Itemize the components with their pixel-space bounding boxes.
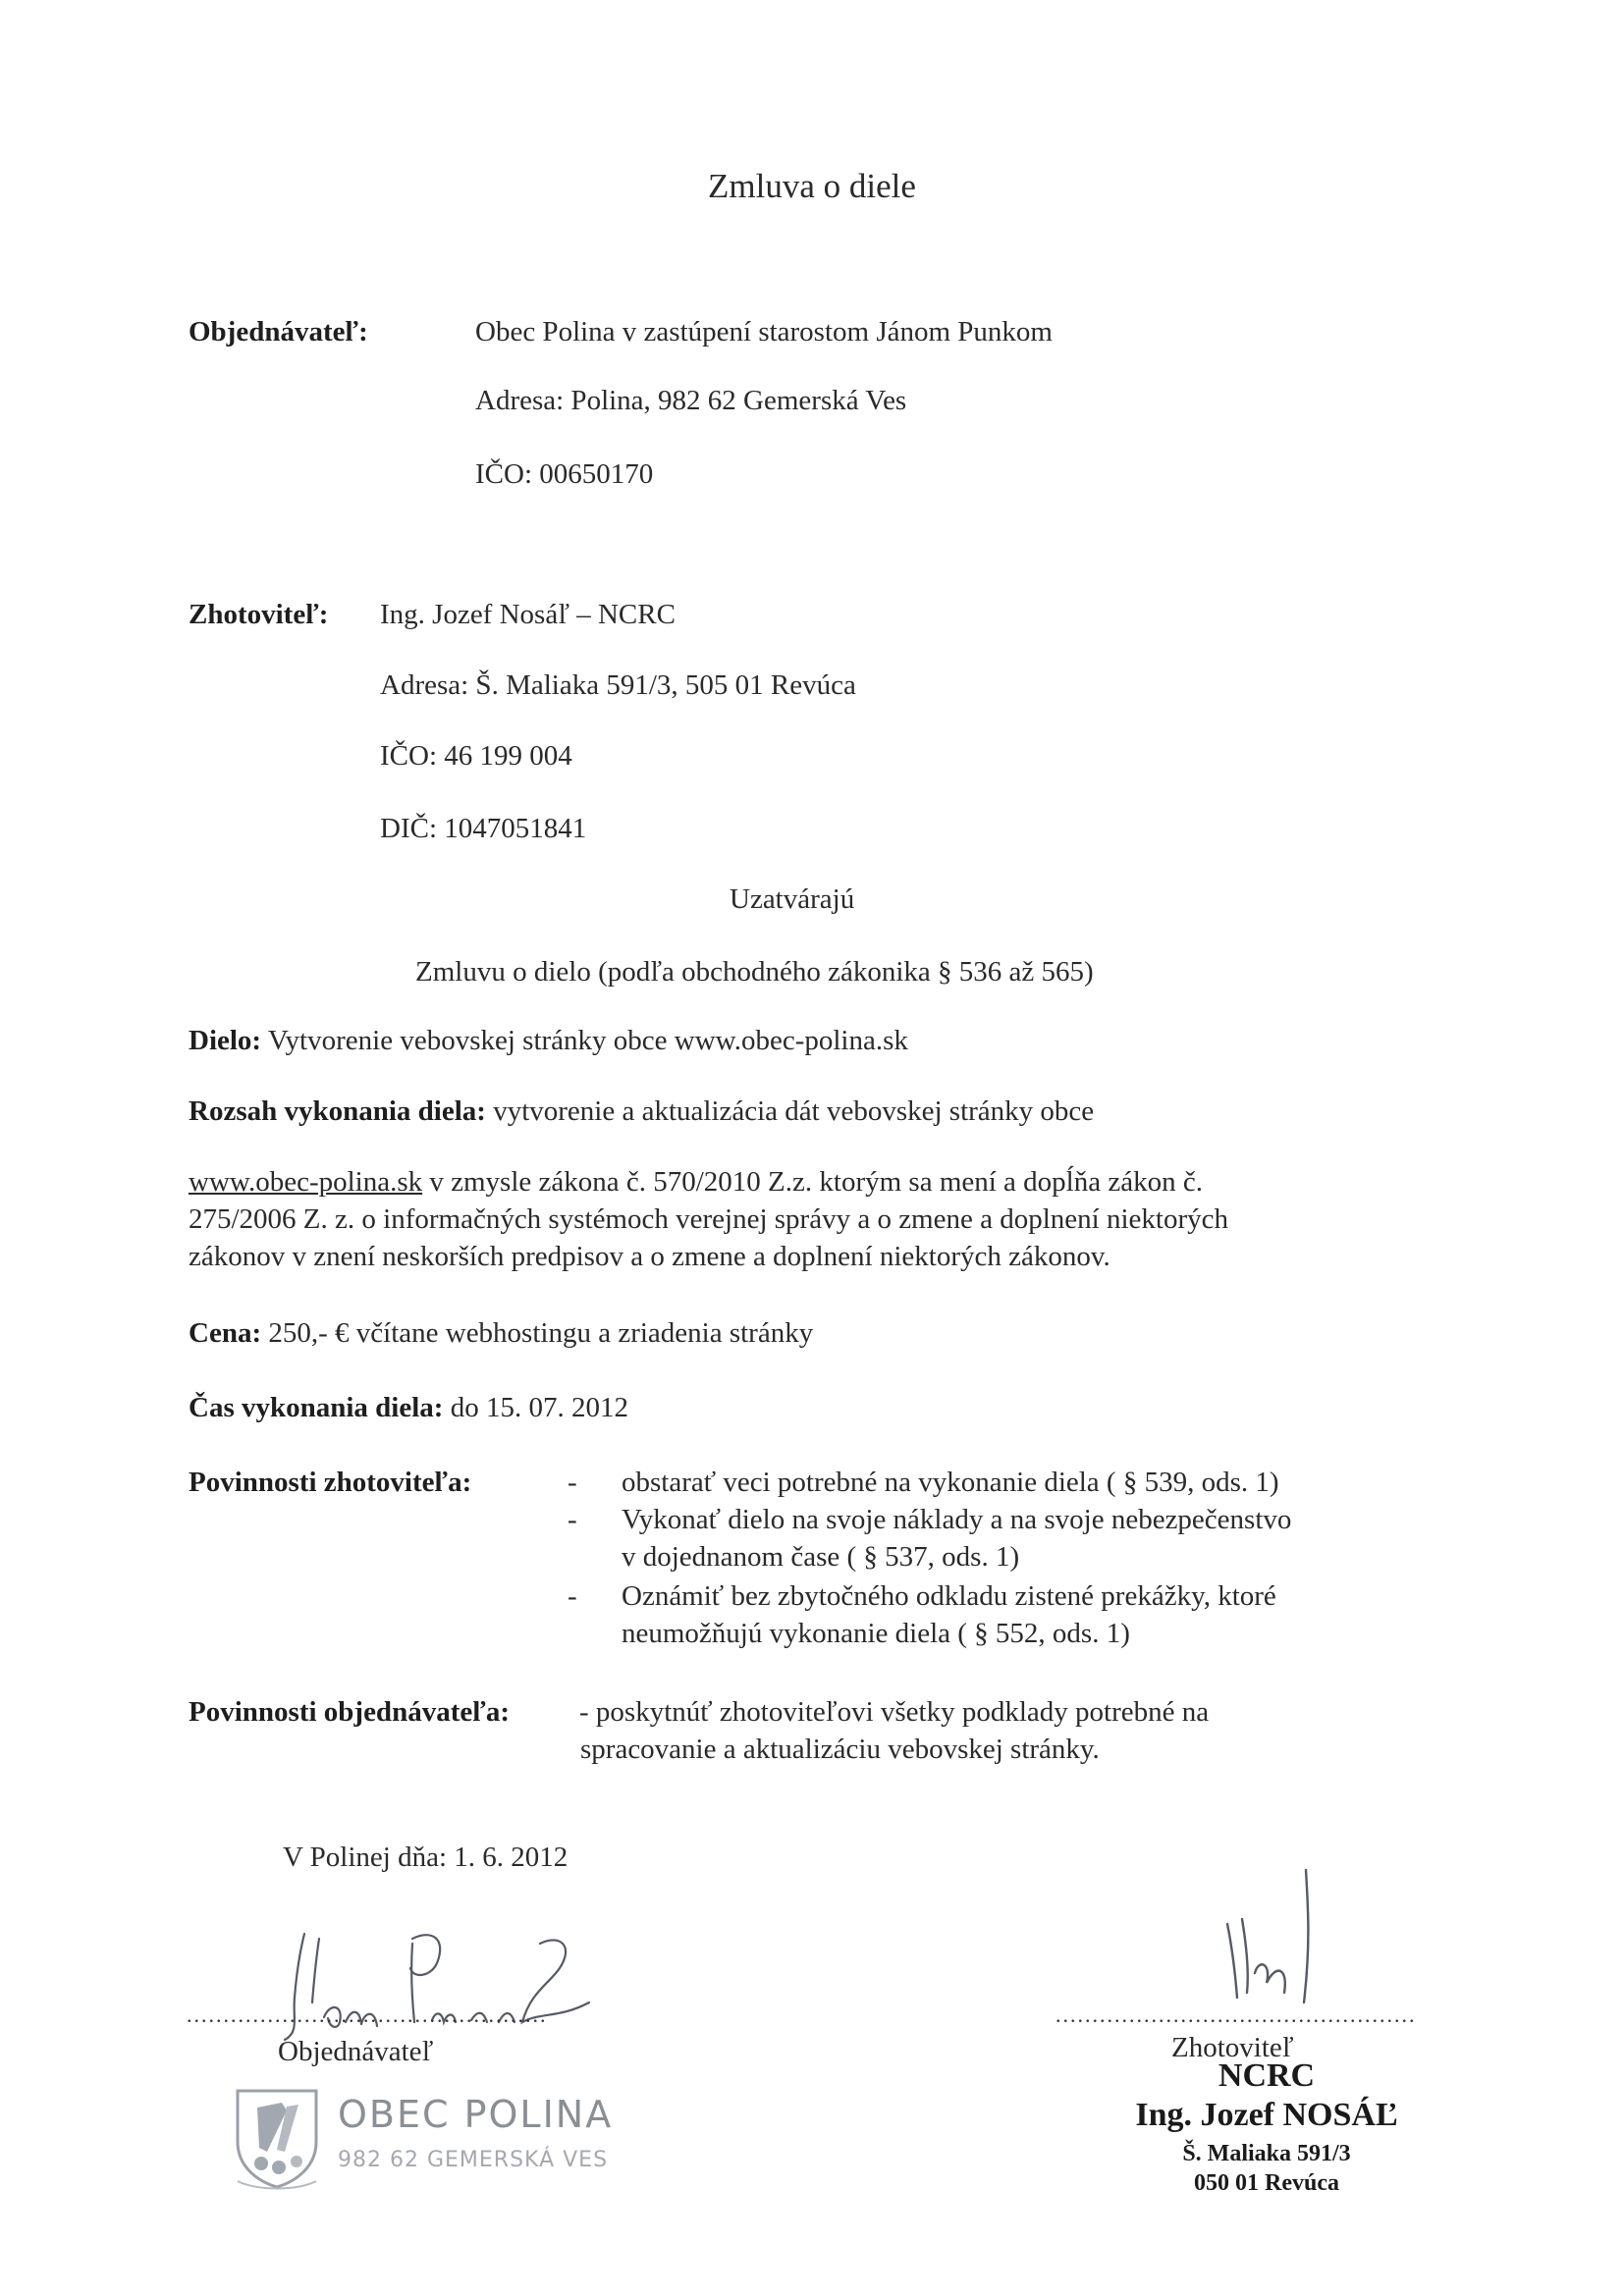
website-link[interactable]: www.obec-polina.sk bbox=[189, 1166, 423, 1198]
price-line bbox=[189, 1315, 813, 1351]
duty-item-1: obstarať veci potrebné na vykonanie diela ( § 539, ods. 1) bbox=[622, 1467, 1279, 1498]
stamp-street: Š. Maliaka 591/3 bbox=[1182, 2141, 1351, 2166]
duty-dash-3: - bbox=[568, 1580, 577, 1612]
scope-line-3: zákonov v znení neskorších predpisov a o zmene a doplnení niektorých zákonov. bbox=[189, 1241, 1110, 1272]
scope-line bbox=[189, 1094, 1094, 1129]
contractor-signature-line: ................................................. bbox=[1056, 2002, 1417, 2027]
orderer-duties-label: Povinnosti objednávateľa: bbox=[189, 1696, 510, 1728]
conclude-text: Uzatvárajú bbox=[730, 883, 855, 915]
contractor-label: Zhotoviteľ: bbox=[189, 599, 329, 630]
price-label: Cena: bbox=[189, 1317, 262, 1349]
orderer-signature bbox=[265, 1924, 638, 2052]
duty-dash-1: - bbox=[568, 1467, 577, 1498]
deadline-label: Čas vykonania diela: bbox=[189, 1392, 444, 1423]
work-line bbox=[189, 1023, 908, 1058]
deadline-text: do 15. 07. 2012 bbox=[450, 1392, 628, 1423]
duty-item-2: Vykonať dielo na svoje náklady a na svoje nebezpečenstvo bbox=[622, 1504, 1292, 1535]
coat-of-arms-icon bbox=[228, 2083, 326, 2191]
stamp-city: 050 01 Revúca bbox=[1194, 2170, 1339, 2196]
document-title: Zmluva o diele bbox=[708, 167, 916, 205]
scope-label: Rozsah vykonania diela: bbox=[189, 1095, 486, 1127]
duty-item-2-cont: v dojednanom čase ( § 537, ods. 1) bbox=[622, 1541, 1020, 1573]
orderer-ico: IČO: 00650170 bbox=[475, 458, 654, 490]
stamp-ncrc: NCRC bbox=[1218, 2057, 1316, 2094]
stamp-obec-address: 982 62 GEMERSKÁ VES bbox=[338, 2148, 609, 2172]
contract-type: Zmluvu o dielo (podľa obchodného zákonika § 536 až 565) bbox=[415, 956, 1094, 988]
price-text: 250,- € včítane webhostingu a zriadenia stránky bbox=[268, 1317, 814, 1349]
scope-line-2: 275/2006 Z. z. o informačných systémoch verejnej správy a o zmene a doplnení niektorých bbox=[189, 1203, 1228, 1235]
duty-item-3-cont: neumožňujú vykonanie diela ( § 552, ods. 1) bbox=[622, 1618, 1130, 1649]
contractor-name: Ing. Jozef Nosáľ – NCRC bbox=[380, 599, 676, 630]
orderer-duties-line-2: spracovanie a aktualizáciu vebovskej stránky. bbox=[580, 1734, 1100, 1765]
contractor-address: Adresa: Š. Maliaka 591/3, 505 01 Revúca bbox=[380, 669, 856, 701]
orderer-label: Objednávateľ: bbox=[189, 316, 368, 347]
stamp-obec-title: OBEC POLINA bbox=[338, 2093, 614, 2136]
orderer-duties-line-1: - poskytnúť zhotoviteľovi všetky podklady potrebné na bbox=[579, 1696, 1210, 1728]
deadline-line bbox=[189, 1390, 628, 1425]
stamp-name: Ing. Jozef NOSÁĽ bbox=[1135, 2097, 1398, 2133]
orderer-role: Objednávateľ bbox=[278, 2036, 434, 2067]
duty-item-3: Oznámiť bez zbytočného odkladu zistené prekážky, ktoré bbox=[622, 1580, 1276, 1612]
scope-line-1 bbox=[189, 1164, 1203, 1200]
work-label: Dielo: bbox=[189, 1025, 262, 1056]
contractor-dic: DIČ: 1047051841 bbox=[380, 813, 587, 844]
contractor-role: Zhotoviteľ bbox=[1171, 2032, 1294, 2063]
contractor-duties-label: Povinnosti zhotoviteľa: bbox=[189, 1467, 472, 1498]
orderer-signature-line: ................................................. bbox=[187, 2002, 548, 2027]
contractor-signature bbox=[1198, 1865, 1355, 2012]
duty-dash-2: - bbox=[568, 1504, 577, 1535]
scope-line-1-text: v zmysle zákona č. 570/2010 Z.z. ktorým sa mení a dopĺňa zákon č. bbox=[429, 1166, 1203, 1198]
orderer-address: Adresa: Polina, 982 62 Gemerská Ves bbox=[475, 385, 907, 416]
orderer-name: Obec Polina v zastúpení starostom Jánom Punkom bbox=[475, 316, 1053, 347]
work-text: Vytvorenie vebovskej stránky obce www.obec-polina.sk bbox=[267, 1025, 908, 1056]
contractor-ico: IČO: 46 199 004 bbox=[380, 740, 572, 772]
place-date: V Polinej dňa: 1. 6. 2012 bbox=[283, 1842, 568, 1873]
scope-text: vytvorenie a aktualizácia dát vebovskej stránky obce bbox=[493, 1095, 1095, 1127]
